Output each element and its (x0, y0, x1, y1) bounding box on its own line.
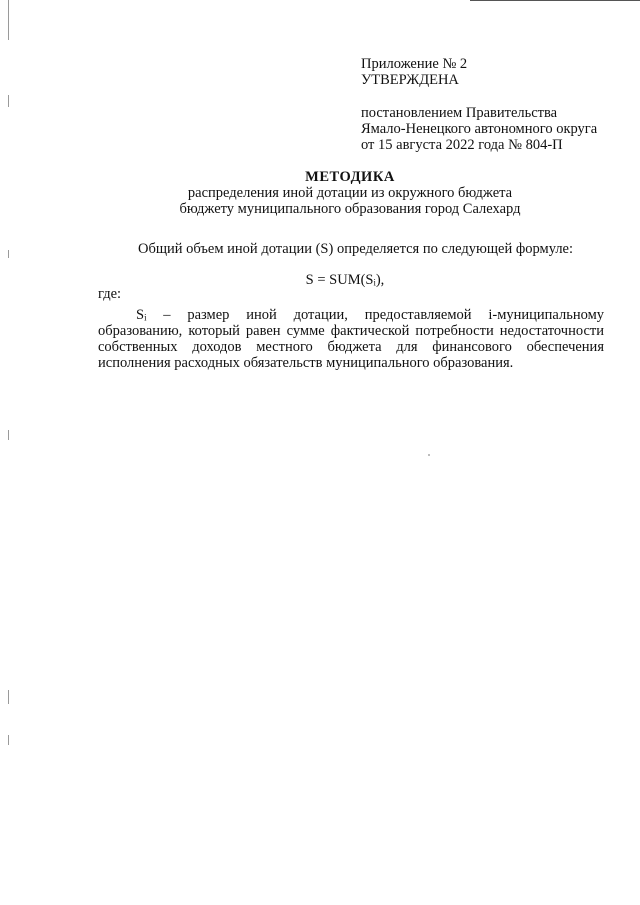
scan-margin-mark (8, 690, 9, 704)
scan-margin-mark (8, 250, 9, 258)
scan-margin-mark (8, 0, 9, 40)
title-subtitle: распределения иной дотации из окружного бюджета (187, 185, 513, 201)
where-label: где: (98, 286, 122, 302)
resolution-date-line: от 15 августа 2022 года № 804-П (361, 137, 563, 153)
approval-block (361, 56, 631, 153)
definition-paragraph: Sᵢ – размер иной дотации, предоставляемой i-муниципальному образованию, который равен сумме фактической потребности недостаточности собственных доходов местного бюджета для финансового обеспечения исполнения расходных обязательств муниципального образования. (98, 307, 604, 371)
appendix-number: Приложение № 2 (361, 56, 468, 72)
scan-edge-line (470, 0, 640, 1)
resolution-line: постановлением Правительства (361, 105, 558, 121)
title-heading: МЕТОДИКА (305, 169, 395, 185)
scan-speck (428, 454, 430, 456)
scan-margin-mark (8, 735, 9, 745)
document-title (80, 169, 620, 217)
formula: S = SUM(Sᵢ), (305, 272, 385, 288)
scan-margin-mark (8, 95, 9, 107)
scan-margin-mark (8, 430, 9, 440)
intro-paragraph: Общий объем иной дотации (S) определяется по следующей формуле: (138, 241, 574, 257)
approved-label: УТВЕРЖДЕНА (361, 72, 459, 88)
title-subtitle: бюджету муниципального образования город Салехард (179, 201, 521, 217)
resolution-line: Ямало-Ненецкого автономного округа (361, 121, 598, 137)
